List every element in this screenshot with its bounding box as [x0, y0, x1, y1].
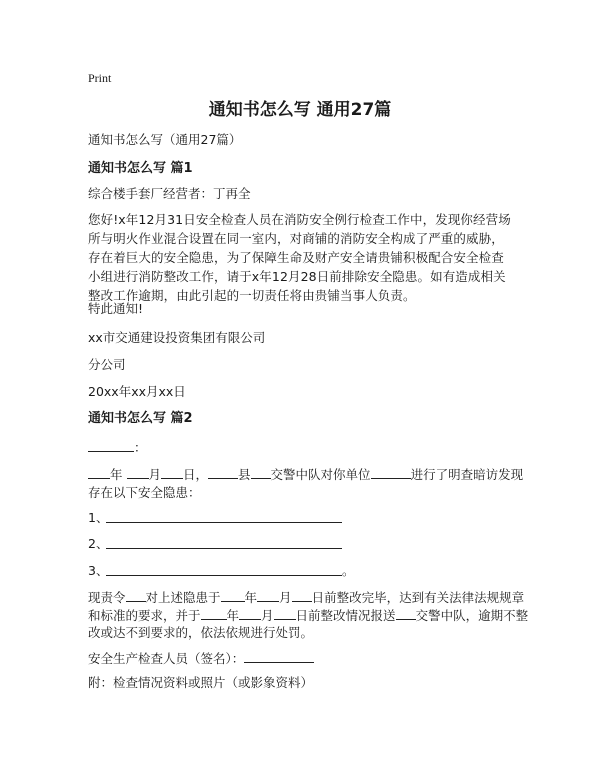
hazard-item-3-label: 3、 — [88, 563, 109, 578]
order-text-4: 日前整改情况报送 — [295, 608, 396, 623]
hazard-item-3-period: 。 — [342, 563, 355, 578]
hazard-item-2-label: 2、 — [88, 536, 109, 551]
report-month-label: 月 — [261, 608, 274, 623]
day-label: 日， — [183, 467, 209, 482]
issue-date: 20xx年xx月xx日 — [88, 384, 186, 399]
hazard-item-1-blank — [106, 522, 342, 523]
party-blank — [126, 587, 146, 602]
notice-body: 您好!x年12月31日安全检查人员在消防安全例行检查工作中，发现你经营场所与明火作业混合设置在同一室内，对商铺的消防安全构成了严重的威胁，存在着巨大的安全隐患，为了保障生命及财产安全请贵铺积极配合安全检查小组进行消防整改工作，请于x年12月28日前排除安全隐患。如有造成相关整改工作逾期，由此引起的一切责任将由贵铺当事人负责。 — [88, 212, 511, 303]
section-heading-2: 通知书怎么写 篇2 — [88, 411, 193, 426]
attachment-note: 附：检查情况资料或照片（或影象资料） — [88, 675, 314, 690]
recipient-blank — [88, 437, 134, 452]
recipient-colon: ： — [134, 440, 147, 455]
unit-blank — [371, 464, 411, 479]
issuing-organization: xx市交通建设投资集团有限公司 — [88, 330, 266, 345]
year-blank — [88, 464, 110, 479]
hazard-item-3-blank — [106, 575, 342, 576]
deadline-month-blank — [257, 587, 279, 602]
hazard-item-2-blank — [106, 548, 342, 549]
inspection-line-1 — [88, 464, 523, 485]
county-label: 县 — [238, 467, 251, 482]
branch-name: 分公司 — [88, 357, 126, 372]
year-label: 年 — [110, 467, 123, 482]
order-text-5: 交警中队，逾期不整 — [415, 608, 529, 623]
report-year-label: 年 — [226, 608, 240, 623]
hazard-item-1-label: 1、 — [88, 510, 109, 525]
inspector-signature-line — [88, 648, 314, 669]
document-subtitle: 通知书怎么写（通用27篇） — [88, 132, 242, 147]
deadline-month-label: 月 — [279, 590, 292, 605]
traffic-police-text: 交警中队对你单位 — [270, 467, 371, 482]
county-blank — [208, 464, 238, 479]
report-police-blank — [396, 605, 416, 620]
hazards-line: 存在以下安全隐患： — [88, 485, 201, 500]
police-blank — [251, 464, 271, 479]
print-link[interactable]: Print — [88, 71, 112, 85]
day-blank — [161, 464, 183, 479]
recipient-line — [88, 437, 147, 458]
order-prefix: 现责令 — [88, 590, 126, 605]
closing-line: 特此通知! — [88, 301, 144, 316]
report-day-blank — [274, 605, 296, 620]
order-text-1: 对上述隐患于 — [145, 590, 221, 605]
order-text-3: 和标准的要求，并于 — [88, 608, 201, 623]
section-heading-1: 通知书怎么写 篇1 — [88, 161, 193, 176]
month-label: 月 — [148, 467, 162, 482]
order-text-2: 日前整改完毕，达到有关法律法规规章 — [311, 590, 525, 605]
report-year-blank — [201, 605, 227, 620]
deadline-day-blank — [292, 587, 312, 602]
month-blank — [127, 464, 149, 479]
deadline-year-label: 年 — [244, 590, 258, 605]
page-title: 通知书怎么写 通用27篇 — [208, 100, 392, 120]
inspection-text: 进行了明查暗访发现 — [410, 467, 524, 482]
order-line-3: 改或达不到要求的，依法依规进行处罚。 — [88, 625, 314, 640]
addressee: 综合楼手套厂经营者：丁再全 — [88, 186, 251, 201]
inspector-signature-blank — [244, 648, 314, 663]
inspector-label: 安全生产检查人员（签名）： — [88, 651, 245, 666]
deadline-year-blank — [221, 587, 245, 602]
report-month-blank — [239, 605, 261, 620]
